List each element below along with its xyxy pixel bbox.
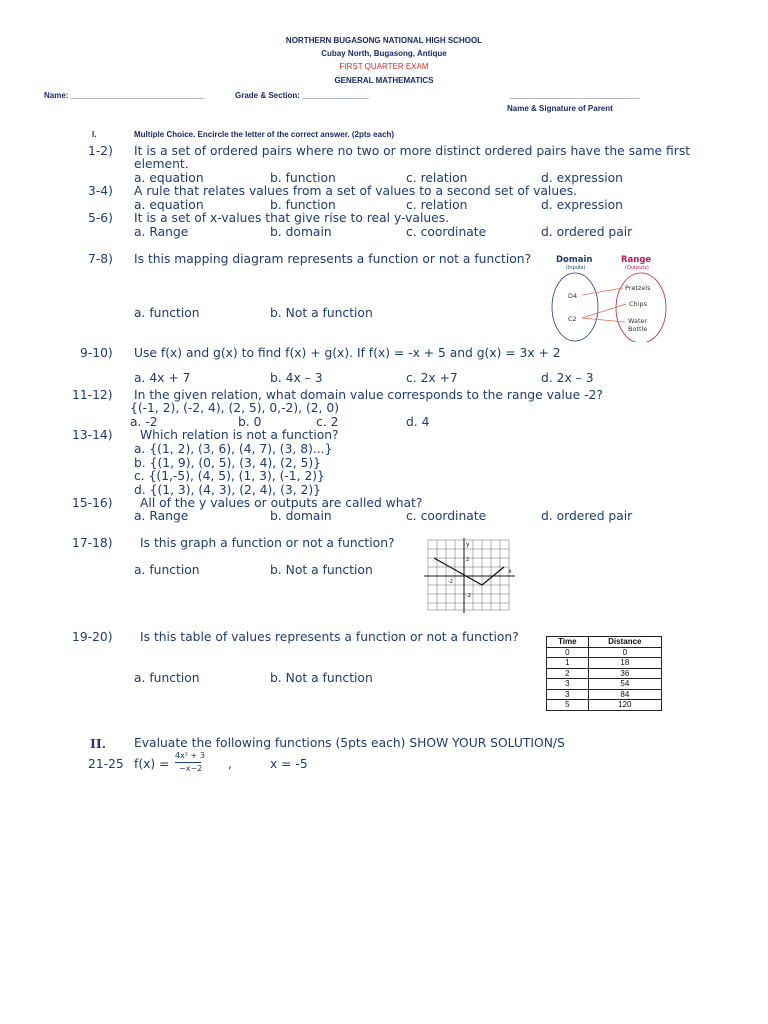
question-text: Which relation is not a function? [140,428,339,442]
x-value: x = -5 [270,757,308,771]
function-label: f(x) = [134,757,170,771]
choice-b[interactable]: b. function [270,171,336,185]
part-two-number: II. [90,736,107,751]
table-cell: 1 [547,658,589,669]
choice-b[interactable]: b. 4x – 3 [270,371,323,385]
question-text: A rule that relates values from a set of values to a second set of values. [134,184,578,198]
question-text: It is a set of ordered pairs where no two or more distinct ordered pairs have the same first [134,144,691,158]
choice-b[interactable]: b. Not a function [270,563,373,577]
output-pretzels: Pretzels [625,284,651,292]
tick-x-neg2: -2 [448,579,453,585]
question-text: Is this mapping diagram represents a function or not a function? [134,252,532,266]
table-header-row [547,637,662,648]
choice-a[interactable]: a. 4x + 7 [134,371,191,385]
time-distance-table [546,636,662,711]
choice-b[interactable]: b. 0 [238,415,262,429]
relation-set: {(-1, 2), (-2, 4), (2, 5), 0,-2), (2, 0) [130,401,339,415]
choice-b[interactable]: b. function [270,198,336,212]
input-c2: C2 [568,315,577,323]
part-two-title: Evaluate the following functions (5pts each) SHOW YOUR SOLUTION/S [134,736,565,750]
table-cell: 0 [547,647,589,658]
grid-lines [428,540,509,610]
range-title: Range [621,255,652,265]
table-row [547,668,662,679]
y-axis-label: y [466,541,470,548]
output-bottle: Bottle [628,325,648,333]
choice-d[interactable]: d. expression [541,198,623,212]
question-number: 1-2) [88,144,113,158]
fraction-denominator: −x−2 [179,764,203,773]
school-name: NORTHERN BUGASONG NATIONAL HIGH SCHOOL [285,36,483,45]
choice-a[interactable]: a. function [134,671,200,685]
v-shape-graph [420,538,520,614]
choice-c[interactable]: c. 2x +7 [406,371,458,385]
table-row [547,700,662,711]
choice-b[interactable]: b. Not a function [270,671,373,685]
part-one-number: I. [92,130,97,139]
choice-c[interactable]: c. relation [406,171,468,185]
grade-section-field[interactable]: Grade & Section: _______________ [235,91,369,100]
choice-a[interactable]: a. equation [134,198,204,212]
question-text: In the given relation, what domain value corresponds to the range value -2? [134,388,603,402]
question-text: Is this table of values represents a function or not a function? [140,630,519,644]
mapping-arrows [582,288,626,322]
part-one-instruction: Multiple Choice. Encircle the letter of the correct answer. (2pts each) [134,130,395,139]
part-two-item-number: 21-25 [88,757,124,771]
range-subtitle: (Outputs) [625,265,649,271]
question-number: 17-18) [72,536,113,550]
domain-subtitle: (Inputs) [566,265,586,271]
subject-title: GENERAL MATHEMATICS [334,76,434,85]
domain-oval [552,273,598,341]
table-row [547,689,662,700]
question-number: 19-20) [72,630,113,644]
choice-c[interactable]: c. relation [406,198,468,212]
choice-a[interactable]: a. {(1, 2), (3, 6), (4, 7), (3, 8)...} [134,442,333,456]
table-cell: 84 [588,689,661,700]
choice-a[interactable]: a. equation [134,171,204,185]
table-cell: 18 [588,658,661,669]
question-number: 15-16) [72,496,113,510]
table-cell: 3 [547,689,589,700]
question-number: 9-10) [80,346,113,360]
table-cell: 3 [547,679,589,690]
header-time: Time [547,637,589,648]
choice-c[interactable]: c. coordinate [406,509,487,523]
choice-b[interactable]: b. Not a function [270,306,373,320]
choice-b[interactable]: b. domain [270,225,332,239]
choice-c[interactable]: c. coordinate [406,225,487,239]
table-cell: 120 [588,700,661,711]
fraction-bar [175,762,201,763]
parent-signature-line[interactable]: _____________________________ [510,91,640,100]
header-distance: Distance [588,637,661,648]
choice-d[interactable]: d. ordered pair [541,509,633,523]
name-field[interactable]: Name: ______________________________ [44,91,205,100]
output-water: Water [628,317,648,325]
input-d4: D4 [568,292,578,300]
table-cell: 0 [588,647,661,658]
choice-a[interactable]: a. -2 [130,415,158,429]
table-row [547,679,662,690]
question-text-cont: element. [134,157,189,171]
domain-title: Domain [556,255,593,265]
question-text: Is this graph a function or not a function? [140,536,395,550]
table-row [547,658,662,669]
choice-d[interactable]: d. expression [541,171,623,185]
choice-d[interactable]: d. {(1, 3), (4, 3), (2, 4), (3, 2)} [134,483,321,497]
output-chips: Chips [629,300,647,308]
question-text: All of the y values or outputs are called what? [140,496,423,510]
table-row [547,647,662,658]
question-text: Use f(x) and g(x) to find f(x) + g(x). If f(x) = -x + 5 and g(x) = 3x + 2 [134,346,561,360]
exam-title: FIRST QUARTER EXAM [339,62,429,71]
choice-a[interactable]: a. Range [134,225,189,239]
choice-d[interactable]: d. 2x – 3 [541,371,594,385]
choice-c[interactable]: c. {(1,-5), (4, 5), (1, 3), (-1, 2)} [134,469,325,483]
choice-a[interactable]: a. function [134,306,200,320]
tick-y-2: 2 [466,557,470,563]
question-number: 13-14) [72,428,113,442]
choice-d[interactable]: d. 4 [406,415,430,429]
tick-y-neg2: -2 [466,593,471,599]
choice-d[interactable]: d. ordered pair [541,225,633,239]
choice-a[interactable]: a. function [134,563,200,577]
x-axis-label: x [508,568,512,575]
table-cell: 54 [588,679,661,690]
fraction-numerator: 4x² + 3 [175,751,205,760]
question-number: 3-4) [88,184,113,198]
table-cell: 2 [547,668,589,679]
question-text: It is a set of x-values that give rise to real y-values. [134,211,450,225]
choice-b[interactable]: b. {(1, 9), (0, 5), (3, 4), (2, 5)} [134,456,321,470]
mapping-diagram [548,252,668,342]
parent-signature-label: Name & Signature of Parent [507,104,613,113]
table-cell: 36 [588,668,661,679]
question-number: 7-8) [88,252,113,266]
choice-b[interactable]: b. domain [270,509,332,523]
question-number: 5-6) [88,211,113,225]
separator-comma: , [228,757,232,771]
question-number: 11-12) [72,388,113,402]
choice-c[interactable]: c. 2 [316,415,339,429]
choice-a[interactable]: a. Range [134,509,189,523]
school-address: Cubay North, Bugasong, Antique [321,49,447,58]
table-cell: 5 [547,700,589,711]
